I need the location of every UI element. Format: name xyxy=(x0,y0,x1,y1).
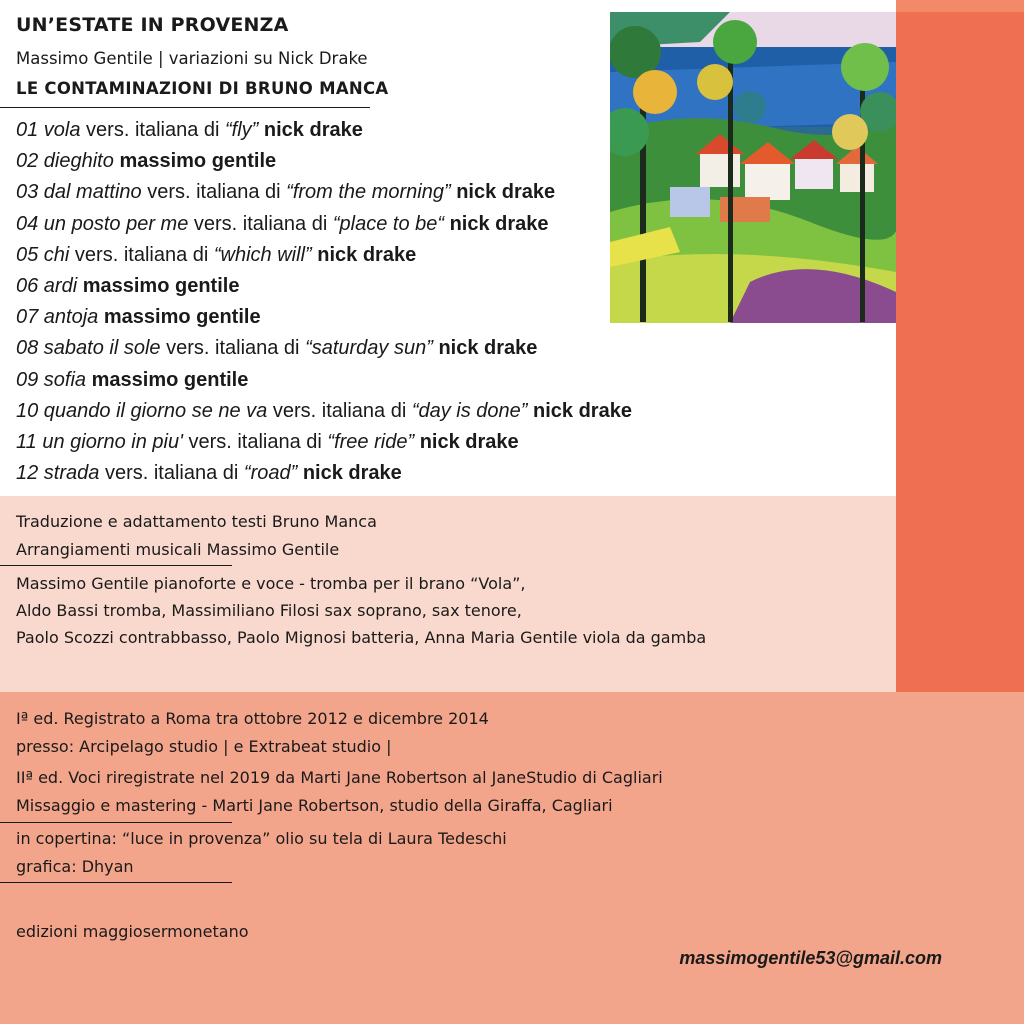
recording-studio: presso: Arcipelago studio | e Extrabeat studio | xyxy=(16,737,392,756)
color-band-right-upper xyxy=(896,12,1024,325)
section-heading: LE CONTAMINAZIONI DI BRUNO MANCA xyxy=(16,79,389,98)
cover-credit: in copertina: “luce in provenza” olio su tela di Laura Tedeschi xyxy=(16,829,507,848)
color-band-right xyxy=(896,325,1024,692)
edition-1: Iª ed. Registrato a Roma tra ottobre 2012 e dicembre 2014 xyxy=(16,709,489,728)
track-item: 10 quando il giorno se ne va vers. italiana di “day is done” nick drake xyxy=(16,399,632,422)
track-item: 03 dal mattino vers. italiana di “from the morning” nick drake xyxy=(16,181,556,204)
track-item: 05 chi vers. italiana di “which will” nick drake xyxy=(16,243,417,266)
album-subtitle: Massimo Gentile | variazioni su Nick Drake xyxy=(16,49,368,68)
contact-email[interactable]: massimogentile53@gmail.com xyxy=(679,948,942,968)
track-item: 07 antoja massimo gentile xyxy=(16,306,261,329)
credit-translation: Traduzione e adattamento testi Bruno Manca xyxy=(16,512,377,531)
track-item: 01 vola vers. italiana di “fly” nick drake xyxy=(16,119,363,141)
graphics-divider xyxy=(0,882,232,883)
production-divider xyxy=(0,822,232,823)
edition-2: IIª ed. Voci riregistrate nel 2019 da Marti Jane Robertson al JaneStudio di Cagliari xyxy=(16,768,663,787)
publisher: edizioni maggiosermonetano xyxy=(16,922,249,941)
track-item: 12 strada vers. italiana di “road” nick drake xyxy=(16,462,402,485)
track-item: 04 un posto per me vers. italiana di “place to be“ nick drake xyxy=(16,212,549,235)
track-item: 06 ardi massimo gentile xyxy=(16,274,240,297)
graphics-credit: grafica: Dhyan xyxy=(16,857,134,876)
track-item: 11 un giorno in piu' vers. italiana di “free ride” nick drake xyxy=(16,430,519,453)
tracklist xyxy=(16,115,632,489)
track-item: 08 sabato il sole vers. italiana di “saturday sun” nick drake xyxy=(16,337,538,360)
color-band-top xyxy=(896,0,1024,12)
credit-arrangements: Arrangiamenti musicali Massimo Gentile xyxy=(16,540,340,559)
cover-painting xyxy=(610,12,896,323)
track-item: 09 sofia massimo gentile xyxy=(16,368,249,391)
credits-divider xyxy=(0,565,232,566)
album-title: UN’ESTATE IN PROVENZA xyxy=(16,14,289,36)
credit-musicians: Aldo Bassi tromba, Massimiliano Filosi sax soprano, sax tenore, xyxy=(16,601,522,620)
header-divider xyxy=(0,107,370,108)
credit-musicians: Paolo Scozzi contrabbasso, Paolo Mignosi batteria, Anna Maria Gentile viola da gamba xyxy=(16,628,707,647)
credit-musicians: Massimo Gentile pianoforte e voce - tromba per il brano “Vola”, xyxy=(16,574,526,593)
mixing-credit: Missaggio e mastering - Marti Jane Robertson, studio della Giraffa, Cagliari xyxy=(16,796,613,815)
track-item: 02 dieghito massimo gentile xyxy=(16,150,277,173)
